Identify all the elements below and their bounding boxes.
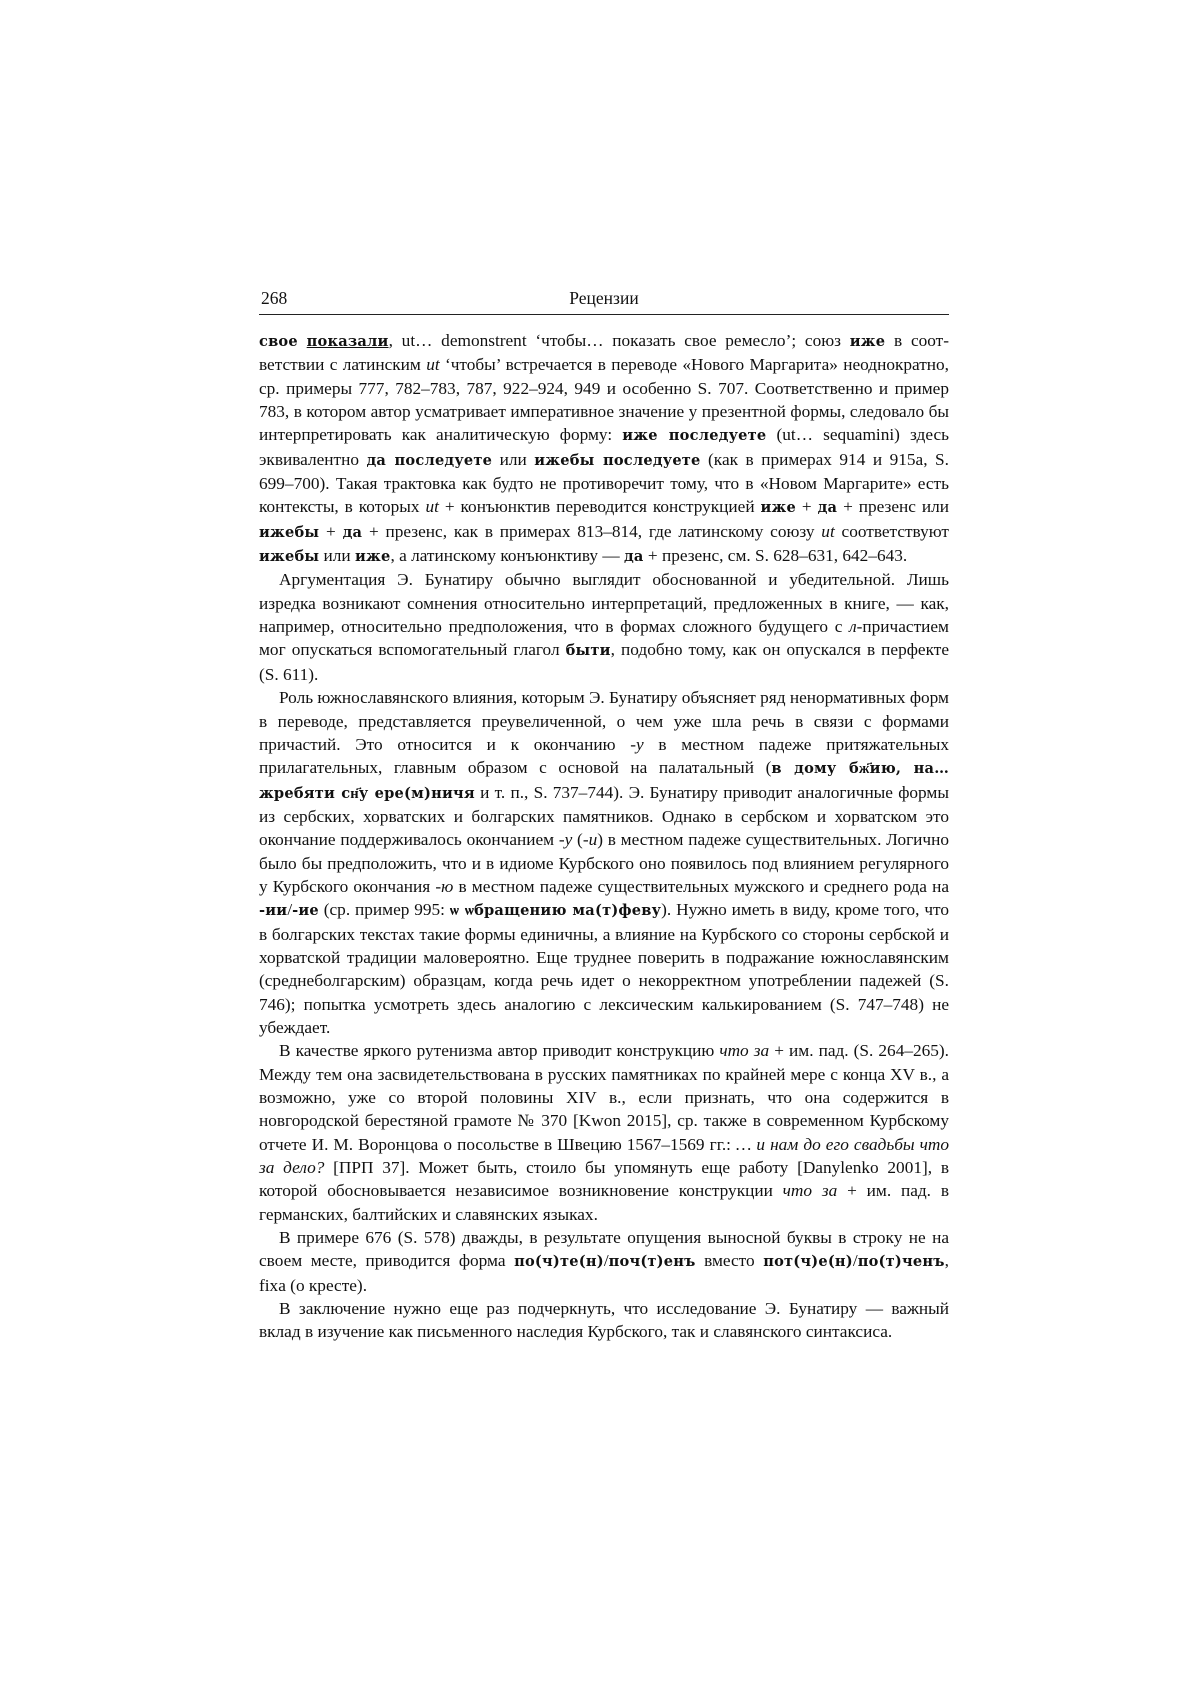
paragraph xyxy=(259,329,949,568)
italic-term: -и xyxy=(582,830,598,850)
text-run: в местном падеже притяжательных прилагательных, главным образом с основой на палатальный ( xyxy=(259,734,949,778)
church-slavonic-form: да последуете xyxy=(366,451,493,469)
text-run: (ср. пример 995: xyxy=(318,900,450,920)
text-run: вместо xyxy=(695,1251,764,1271)
running-header xyxy=(259,288,949,315)
church-slavonic-form: иже xyxy=(849,333,886,350)
text-run: , ut… demonstrent ‘чтобы… показать свое ремесло’; союз xyxy=(388,331,850,350)
church-slavonic-form: по(т)ченъ xyxy=(857,1253,945,1271)
church-slavonic-form: ѡ ѡбращению ма(т)феву xyxy=(449,902,662,920)
text-run: + xyxy=(319,521,343,541)
text-run: + им. пад. в германских, балтийских и славянских языках. xyxy=(259,1181,949,1224)
church-slavonic-form: -ии xyxy=(259,902,288,920)
text-run: или xyxy=(319,546,355,566)
church-slavonic-form: да xyxy=(342,523,363,541)
church-slavonic-form: иже xyxy=(354,548,391,566)
text-run: в местном падеже существительных мужского и среднего рода на xyxy=(453,876,949,896)
text-run: ). Нужно иметь в виду, кроме того, что в болгарских текстах такие формы единичны, а влияние на Курбского со стороны сербской и хорватской традиции маловероятно. Еще труднее поверить в подражание южнославянским (среднеболгарским) образцам, когда речь идет о некорректном употреблении падежей (S. 746); попытка усмотреть здесь аналогию с лексическим калькированием (S. 747–748) не убеждает. xyxy=(259,900,949,1037)
text-run: / xyxy=(852,1251,858,1271)
italic-term: ut xyxy=(425,497,439,517)
church-slavonic-form: поч(т)енъ xyxy=(608,1253,696,1271)
text-run: ) в местном падеже существительных. Логично было бы предположить, что и в идиоме Курбского оно появилось под влиянием регулярного у Курбского окончания xyxy=(259,830,949,896)
church-slavonic-form: по(ч)те(н) xyxy=(514,1253,604,1271)
text-run: / xyxy=(287,900,293,920)
article-body xyxy=(259,329,949,1344)
church-slavonic-form: ижебы xyxy=(259,548,320,566)
text-run: ‘чтобы’ встречается в переводе «Нового Маргарита» неоднократно, ср. примеры 777, 782–783, 787, 922–924, 949 и особенно S. 707. Соответственно и пример 783, в котором автор усматривает императивное значение у презентной формы, следовало бы интерпретировать как аналитическую форму: xyxy=(259,355,949,445)
text-run: в соответствии с латинским xyxy=(259,331,949,375)
church-slavonic-form: ижебы последуете xyxy=(534,451,701,469)
text-run: + конъюнктив переводится конструкцией xyxy=(438,497,761,517)
italic-term: -у xyxy=(630,734,644,754)
text-run: ( xyxy=(572,830,583,850)
paragraph xyxy=(259,686,949,1039)
text-run: и т. п., S. 737–744). Э. Бунатиру приводит аналогичные формы из сербских, хорватских и болгарских памятников. Однако в сербском и хорватском это окончание поддерживалось окончанием xyxy=(259,782,949,850)
church-slavonic-form: иже последуете xyxy=(622,427,767,445)
text-run: + им. пад. (S. 264–265). Между тем она засвидетельствована в русских памятниках по крайней мере с конца XV в., а возможно, уже со второй половины XIV в., если признать, что она содержится в новгородской берестяной грамоте № 370 [Kwon 2015], ср. также в современном Курбскому отчете И. М. Воронцова о посольстве в Швецию 1567–1569 гг.: xyxy=(259,1041,949,1154)
church-slavonic-form: показали xyxy=(306,333,389,350)
text-run: или xyxy=(492,449,535,469)
text-run: , fixa (о кресте). xyxy=(259,1251,949,1295)
paragraph xyxy=(259,1039,949,1226)
text-run: В качестве яркого рутенизма автор приводит конструкцию xyxy=(279,1041,720,1061)
text-run: (как в примерах 914 и 915а, S. 699–700). Такая трактовка как будто не противоречит тому, что в «Новом Маргарите» есть контексты, в которых xyxy=(259,449,949,517)
text-run: / xyxy=(603,1251,609,1271)
italic-term: л xyxy=(849,617,857,637)
italic-term: ut xyxy=(821,521,835,541)
text-run: -причастием мог опускаться вспомогательный глагол xyxy=(259,617,949,660)
text-run: (ut… sequamini) здесь эквивалентно xyxy=(259,425,949,469)
italic-term: что за xyxy=(719,1041,770,1061)
text-run xyxy=(298,331,307,350)
text-run: Аргументация Э. Бунатиру обычно выглядит обоснованной и убедительной. Лишь изредка возникают сомнения относительно интерпретаций, предложенных в книге, — как, например, относительно предположения, что в формах сложного будущего с xyxy=(259,570,949,637)
text-run: В примере 676 (S. 578) дважды, в результате опущения выносной буквы в строку не на своем месте, приводится форма xyxy=(259,1228,949,1271)
text-run: соответствуют xyxy=(834,521,949,541)
paragraph xyxy=(259,568,949,686)
church-slavonic-form: в дому бж҃ию, на… жребяти сн҃у ере(м)ничя xyxy=(259,760,949,802)
paragraph xyxy=(259,1226,949,1297)
church-slavonic-form: ижебы xyxy=(259,523,320,541)
running-title: Рецензии xyxy=(569,288,639,308)
italic-term: что за xyxy=(782,1181,838,1201)
text-run: + xyxy=(795,497,818,517)
text-run: , а латинскому конъюнктиву — xyxy=(390,546,624,566)
church-slavonic-form: свое xyxy=(259,333,298,350)
italic-term: ut xyxy=(426,355,440,375)
italic-term: -ю xyxy=(435,876,454,896)
page-number: 268 xyxy=(261,288,288,308)
church-slavonic-form: быти xyxy=(565,642,611,660)
italic-term: -у xyxy=(558,830,573,850)
church-slavonic-form: пот(ч)е(н) xyxy=(763,1253,853,1271)
church-slavonic-form: да xyxy=(817,499,838,517)
italic-term: … и нам до его свадьбы что за дело? xyxy=(259,1134,950,1178)
text-run: + презенс, см. S. 628–631, 642–643. xyxy=(643,546,908,566)
text-run: + презенс или xyxy=(837,497,949,517)
text-run: , подобно тому, как он опускался в перфекте (S. 611). xyxy=(259,640,949,684)
text-run: [ПРП 37]. Может быть, стоило бы упомянуть еще работу [Danylenko 2001], в которой обосновывается независимое возникновение конструкции xyxy=(259,1158,949,1201)
text-run: + презенс, как в примерах 813–814, где латинскому союзу xyxy=(362,521,822,541)
page xyxy=(259,288,949,1344)
church-slavonic-form: иже xyxy=(760,499,796,517)
text-run: В заключение нужно еще раз подчеркнуть, что исследование Э. Бунатиру — важный вклад в изучение как письменного наследия Курбского, так и славянского синтаксиса. xyxy=(259,1299,949,1342)
text-run: Роль южнославянского влияния, которым Э. Бунатиру объясняет ряд ненормативных форм в переводе, представляется преувеличенной, о чем уже шла речь в связи с формами причастий. Это относится и к окончанию xyxy=(259,688,949,754)
church-slavonic-form: -ие xyxy=(292,902,319,920)
paragraph xyxy=(259,1297,949,1344)
church-slavonic-form: да xyxy=(623,548,644,566)
